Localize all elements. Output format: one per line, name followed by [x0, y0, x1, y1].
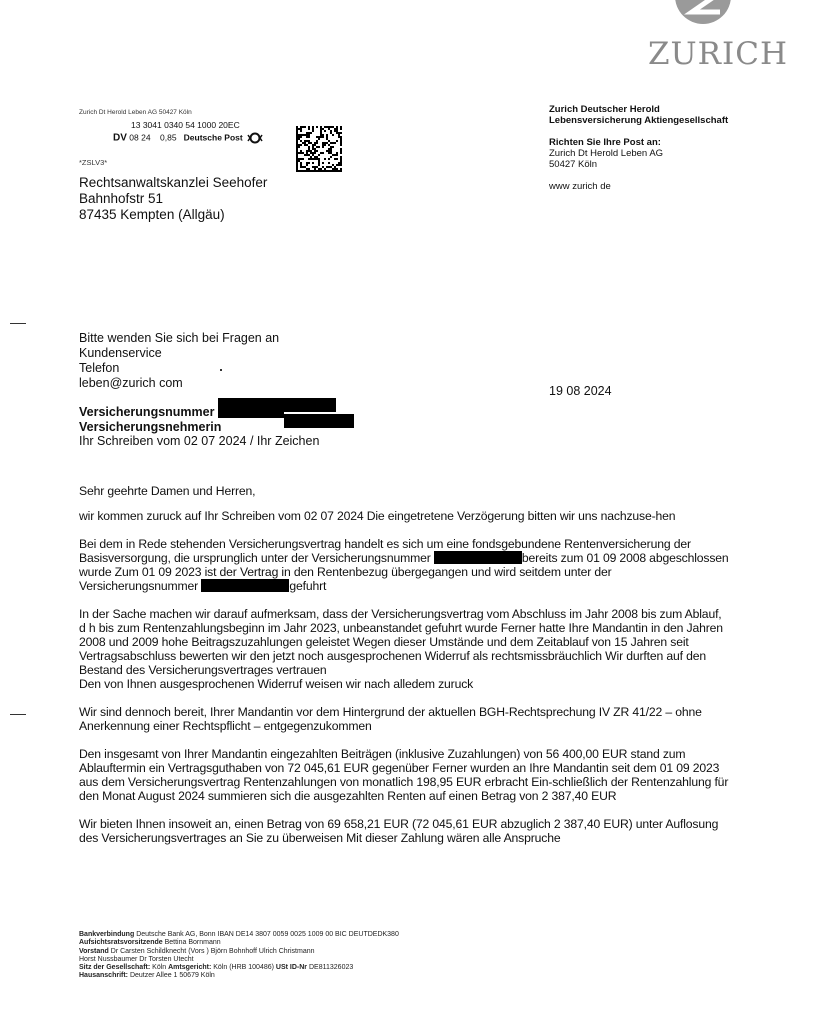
footer-label: Hausanschrift: [79, 972, 129, 980]
post-address-line: Zurich Dt Herold Leben AG [549, 148, 664, 159]
footer-label: Sitz der Gesellschaft: [79, 964, 151, 972]
return-address: Zurich Dt Herold Leben AG 50427 Köln [79, 109, 192, 116]
footer-label: Aufsichtsratsvorsitzende [79, 939, 163, 947]
recipient-line: Rechtsanwaltskanzlei Seehofer [79, 175, 268, 190]
paragraph: Wir bieten Ihnen insoweit an, einen Betrag von 69 658,21 EUR (72 045,61 EUR abzuglich 2 387,40 EUR) unter Auflosung des Versicherungsvertrages an Sie zu überweisen Mit dieser Zahlung wären alle Anspruche [79, 817, 719, 845]
letter-reference: Ihr Schreiben vom 02 07 2024 / Ihr Zeichen [79, 434, 320, 448]
policy-holder-label: Versicherungsnehmerin [79, 419, 222, 434]
website: www zurich de [549, 181, 611, 192]
sender-block [549, 104, 728, 192]
redaction-bar [284, 414, 354, 428]
footer-value: Deutsche Bank AG, Bonn IBAN DE14 3807 0059 0025 1009 00 BIC DEUTDEDK380 [136, 931, 399, 938]
footer-label: Vorstand [79, 947, 109, 955]
footer-value: Dr Carsten Schildknecht (Vors ) Björn Bohnhoff Ulrich Christmann [110, 947, 315, 955]
contact-line: Bitte wenden Sie sich bei Fragen an [79, 331, 280, 345]
zurich-logo-icon [672, 0, 734, 26]
policy-number-label: Versicherungsnummer [79, 405, 215, 419]
letter-date: 19 08 2024 [549, 384, 612, 398]
footer-value: Bettina Bornmann [164, 939, 221, 947]
redaction-bar [201, 579, 289, 592]
paragraph [79, 607, 729, 691]
post-horn-icon [247, 132, 263, 144]
barcode-number: 13 3041 0340 54 1000 20EC [131, 120, 240, 130]
paragraph [79, 537, 729, 593]
sender-company: Lebensversicherung Aktiengesellschaft [549, 115, 729, 126]
footer-label: Bankverbindung [79, 931, 135, 938]
sort-code: *ZSLV3* [79, 158, 108, 167]
recipient-line: Bahnhofstr 51 [79, 191, 164, 206]
fold-mark [10, 323, 26, 324]
recipient-address [79, 175, 267, 223]
footer [79, 931, 399, 981]
footer-value: Köln [152, 964, 167, 972]
carrier-name: Deutsche Post [183, 132, 243, 143]
footer-label: Amtsgericht: [168, 964, 212, 972]
footer-value: DE811326023 [309, 964, 354, 972]
postage-amount: 0,85 [160, 132, 177, 143]
footer-value: Horst Nussbaumer Dr Torsten Utecht [79, 955, 194, 963]
letter-body [79, 484, 729, 859]
redaction-bar [218, 412, 284, 418]
paragraph-text: bereits zum 01 09 2008 abgeschlossen wurde Zum 01 09 2023 ist der Vertrag in den Rentenbezug übergegangen und wird seitdem unter der Versicherungsnummer [79, 551, 729, 593]
contact-line: Kundenservice [79, 346, 162, 360]
paragraph: Den insgesamt von Ihrer Mandantin eingezahlten Beiträgen (inklusive Zuzahlungen) von 56 400,00 EUR stand zum Ablauftermin ein Vertragsguthaben von 72 045,61 EUR gegenüber Ferner wurden an Ihre Mandantin seit dem 01 09 2023 aus dem Versicherungsvertrag Rentenzahlungen von monatlich 198,95 EUR erbracht Ein-schließlich der Rentenzahlung für den Monat August 2024 summieren sich die ausgezahlten Renten auf einen Betrag von 2 387,40 EUR [79, 747, 729, 803]
footer-value: Deutzer Allee 1 50679 Köln [129, 972, 215, 980]
contact-line: Telefon [79, 361, 120, 375]
zurich-logo-text: ZURICH [648, 36, 789, 72]
paragraph: wir kommen zuruck auf Ihr Schreiben vom 02 07 2024 Die eingetretene Verzögerung bitten wir uns nachzuse-hen [79, 509, 676, 523]
sender-company: Zurich Deutscher Herold [549, 104, 660, 115]
contact-block [79, 331, 279, 391]
redaction-bar [434, 551, 522, 564]
dv-date: 08 24 [129, 132, 151, 143]
contact-email: leben@zurich com [79, 376, 183, 390]
footer-label: USt ID-Nr [275, 964, 308, 972]
post-address-line: 50427 Köln [549, 159, 598, 170]
paragraph: Wir sind dennoch bereit, Ihrer Mandantin vor dem Hintergrund der aktuellen BGH-Rechtsprechung IV ZR 41/22 – ohne Anerkennung einer Rechtspflicht – entgegenzukommen [79, 705, 702, 733]
postage-line [113, 132, 263, 144]
paragraph-text: Den von Ihnen ausgesprochenen Widerruf weisen wir nach alledem zuruck [79, 677, 474, 691]
datamatrix-code [296, 126, 342, 172]
dv-label: DV [113, 132, 127, 144]
fold-mark [10, 714, 26, 715]
paragraph-text: In der Sache machen wir darauf aufmerksam, dass der Versicherungsvertrag vom Abschluss im Jahr 2008 bis zum Ablauf, d h bis zum Rentenzahlungsbeginn im Jahr 2023, unbeanstandet gefuhrt wurde Ferner hatte Ihre Mandantin in den Jahren 2008 und 2009 hohe Beitragszuzahlungen geleistet Wegen dieser Umstände und dem Zeitablauf von 15 Jahren seit Vertragsabschluss bewerten wir den jetzt noch ausgesprochenen Widerruf als rechtsmissbräuchlich Wir durften auf den Bestand des Versicherungsvertrages vertrauen [79, 607, 723, 677]
paragraph-text: gefuhrt [289, 579, 327, 593]
redaction-bar [218, 398, 336, 412]
footer-value: Köln (HRB 100486) [213, 964, 274, 972]
scan-dot [220, 369, 222, 371]
salutation: Sehr geehrte Damen und Herren, [79, 484, 256, 498]
post-heading: Richten Sie Ihre Post an: [549, 137, 661, 148]
paragraph-text: Bei dem in Rede stehenden Versicherungsvertrag handelt es sich um eine fondsgebundene Rentenversicherung der Basisversorgung, die ursprunglich unter der Versicherungsnummer [79, 537, 691, 565]
recipient-line: 87435 Kempten (Allgäu) [79, 207, 225, 222]
